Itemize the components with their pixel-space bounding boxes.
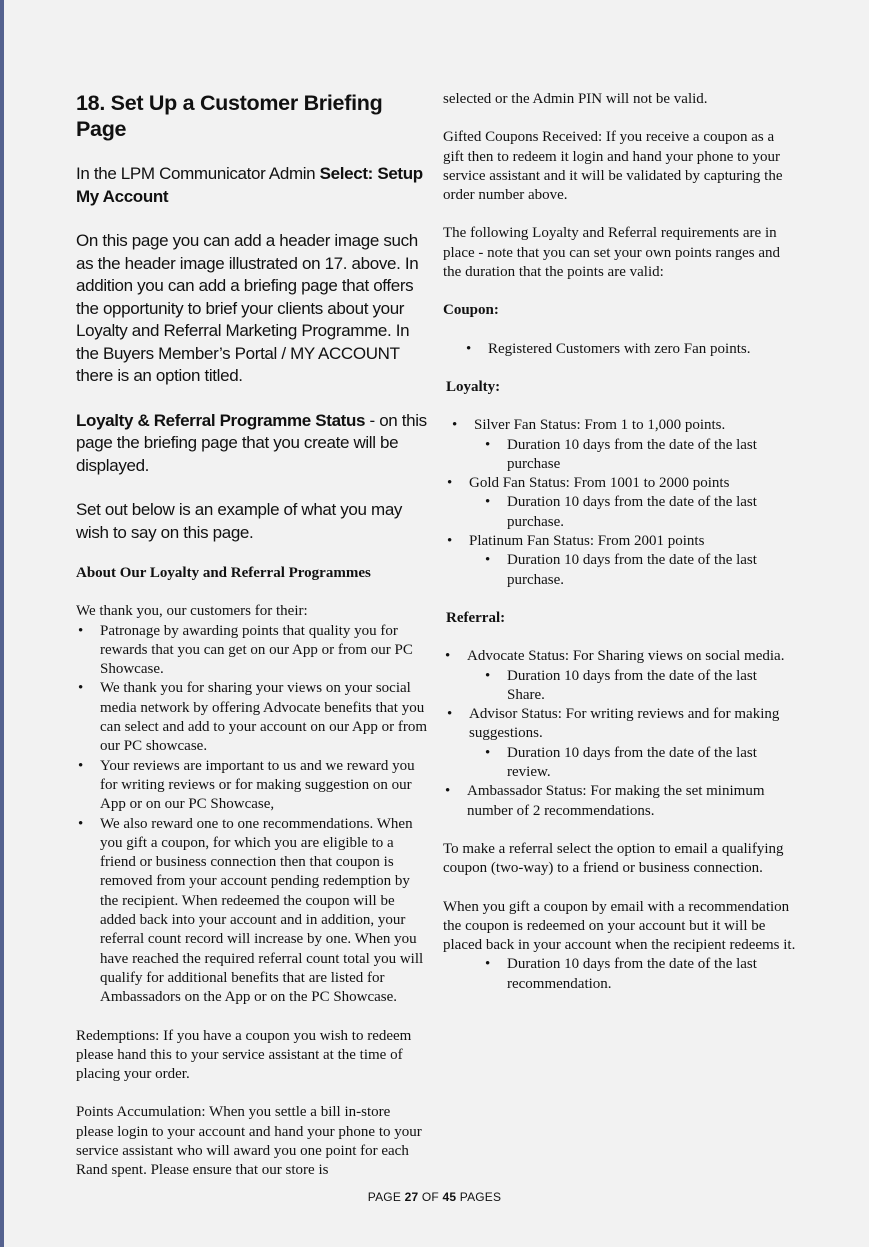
admin-instruction-bold: Select: Setup My Account (76, 164, 423, 206)
list-item: • Your reviews are important to us and we reward you for writing reviews or for making suggestion on our App or on our PC Showcase, (100, 757, 428, 815)
admin-instruction-text: In the LPM Communicator Admin (76, 164, 320, 183)
gift-duration: Duration 10 days from the date of the last recommendation. (507, 956, 757, 992)
continued-text: selected or the Admin PIN will not be valid. (443, 91, 708, 107)
list-item (443, 436, 798, 475)
advisor-duration: Duration 10 days from the date of the last review. (507, 744, 757, 781)
status-paragraph-text: - on this page the briefing page that you create will be displayed. (76, 410, 427, 475)
ambassador-status: Ambassador Status: For making the set minimum number of 2 recommendations. (467, 783, 765, 819)
coupon-heading (443, 301, 798, 320)
total-pages-number: 45 (442, 1190, 457, 1204)
loyalty-heading (443, 378, 798, 397)
list-item (443, 705, 798, 744)
right-column (443, 90, 798, 994)
list-item (443, 551, 798, 590)
advocate-duration: Duration 10 days from the date of the last Share. (507, 667, 757, 703)
list-item (443, 493, 798, 532)
footer-middle: OF (418, 1190, 443, 1204)
gift-email-paragraph: When you gift a coupon by email with a recommendation the coupon is redeemed on your account but it will be placed back in your account when the recipient redeems it. (443, 898, 796, 954)
footer-suffix: PAGES (456, 1190, 502, 1204)
list-item (443, 532, 798, 551)
advisor-status: Advisor Status: For writing reviews and for making suggestions. (469, 706, 780, 742)
make-referral-paragraph: To make a referral select the option to email a qualifying coupon (two-way) to a friend or business connection. (443, 840, 784, 877)
about-heading-text: About Our Loyalty and Referral Programmes (76, 565, 371, 581)
list-item (443, 416, 798, 435)
list-item: • We also reward one to one recommendations. When you gift a coupon, for which you are eligible to a friend or business connection then that coupon is removed from your account pending redemption by the recipient. When redeemed the coupon will be added back into your account and in addition, your referral count record will increase by one. When you have reached the required referral count total you will qualify for additional benefits that are listed for Ambassadors on the App or on the PC Showcase. (100, 815, 428, 1008)
about-heading (76, 564, 428, 583)
page-edge-bar (0, 0, 4, 1247)
footer-prefix: PAGE (367, 1190, 405, 1204)
gold-duration: Duration 10 days from the date of the last purchase. (507, 494, 757, 530)
list-item (443, 744, 798, 783)
page-footer (0, 1190, 869, 1204)
example-intro: Set out below is an example of what you may wish to say on this page. (76, 500, 403, 542)
requirements-paragraph: The following Loyalty and Referral requirements are in place - note that you can set your own points ranges and the duration that the points are valid: (443, 225, 780, 281)
thank-intro: We thank you, our customers for their: (76, 603, 308, 620)
gifted-paragraph: Gifted Coupons Received: If you receive a coupon as a gift then to redeem it login and hand your phone to your service assistant and it will be validated by capturing the order number above. (443, 129, 783, 204)
left-column (76, 86, 428, 1181)
status-paragraph-bold: Loyalty & Referral Programme Status (76, 410, 366, 430)
coupon-heading-text: Coupon: (443, 302, 499, 319)
list-item (443, 647, 798, 666)
referral-heading-text: Referral: (446, 609, 506, 626)
gift-list (443, 955, 798, 994)
referral-heading (443, 609, 798, 628)
advocate-status: Advocate Status: For Sharing views on social media. (467, 648, 785, 665)
points-paragraph: Points Accumulation: When you settle a bill in-store please login to your account and hand your phone to your service assistant who will award you one point for each Rand spent. Please ensure that our store is (76, 1104, 422, 1179)
current-page-number: 27 (404, 1190, 419, 1204)
platinum-duration: Duration 10 days from the date of the last purchase. (507, 552, 757, 588)
list-item: • Registered Customers with zero Fan points. (488, 340, 798, 359)
list-item (443, 782, 798, 821)
loyalty-list (443, 416, 798, 590)
silver-status: Silver Fan Status: From 1 to 1,000 points. (474, 417, 726, 434)
list-item (443, 667, 798, 706)
header-image-paragraph: On this page you can add a header image such as the header image illustrated on 17. above. In addition you can add a briefing page that offers the opportunity to brief your clients about your Loyalty and Referral Marketing Programme. In the Buyers Member’s Portal / MY ACCOUNT there is an option titled. (76, 231, 419, 385)
list-item: • Patronage by awarding points that quality you for rewards that you can get on our App or from our PC Showcase. (100, 622, 428, 680)
coupon-list (443, 340, 798, 359)
loyalty-heading-text: Loyalty: (446, 378, 501, 395)
section-heading: 18. Set Up a Customer Briefing Page (76, 91, 383, 141)
admin-instruction (76, 163, 428, 208)
silver-duration: Duration 10 days from the date of the last purchase (507, 436, 757, 472)
list-item (443, 474, 798, 493)
status-paragraph (76, 410, 428, 478)
redemptions-paragraph: Redemptions: If you have a coupon you wish to redeem please hand this to your service assistant at the time of placing your order. (76, 1027, 412, 1083)
gold-status: Gold Fan Status: From 1001 to 2000 points (469, 475, 730, 492)
list-item (443, 955, 798, 994)
referral-list (443, 647, 798, 821)
thank-list (76, 622, 428, 1008)
list-item: • We thank you for sharing your views on your social media network by offering Advocate benefits that you can select and add to your account on our App or from our PC showcase. (100, 679, 428, 756)
platinum-status: Platinum Fan Status: From 2001 points (469, 533, 705, 550)
